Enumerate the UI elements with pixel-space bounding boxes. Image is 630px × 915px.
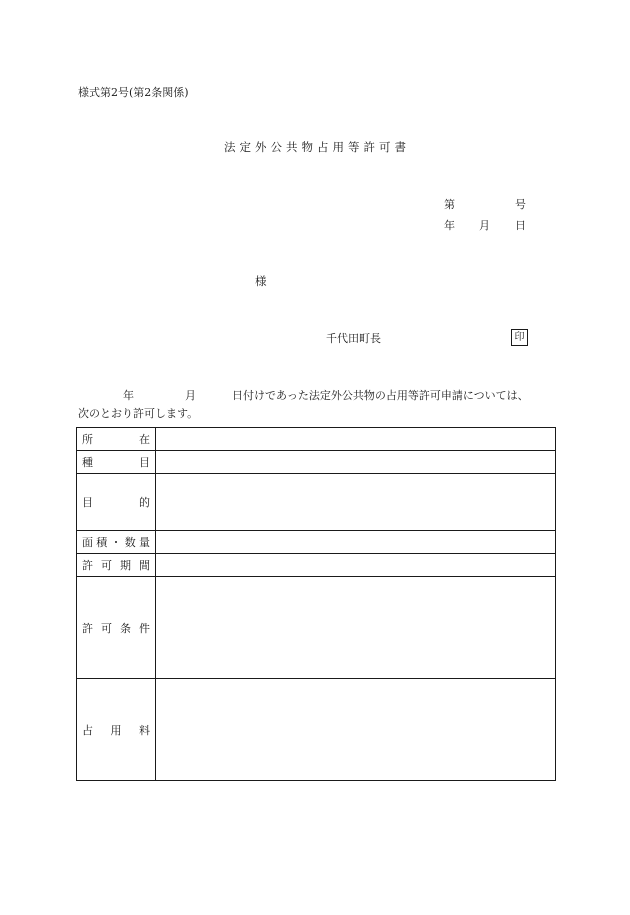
issuer-title: 千代田町長: [326, 332, 381, 345]
label-char: 条: [120, 621, 131, 635]
date-month-label: 月: [479, 219, 490, 232]
body-text-line2: 次のとおり許可します。: [78, 407, 199, 420]
row-label: [77, 679, 156, 781]
label-char: 件: [139, 621, 150, 635]
form-number: 様式第2号(第2条関係): [78, 86, 189, 99]
label-char: 在: [139, 433, 150, 446]
permit-details-table: [76, 427, 556, 781]
label-char: 目: [139, 456, 150, 469]
body-year-label: 年: [123, 389, 134, 402]
label-char: 料: [139, 723, 150, 737]
label-char: 許: [82, 559, 93, 572]
label-char: 期: [120, 559, 131, 572]
label-char: 用: [110, 723, 122, 737]
label-char: 間: [139, 559, 150, 572]
table-row-permit-conditions: [77, 577, 556, 679]
date-day-label: 日: [515, 219, 526, 232]
label-char: 的: [139, 496, 150, 509]
body-month-label: 月: [185, 389, 196, 402]
occupancy-fee-value[interactable]: [156, 679, 556, 781]
row-label: [77, 428, 156, 451]
label-char: 量: [139, 536, 150, 549]
date-year-label: 年: [444, 219, 455, 232]
permit-period-value[interactable]: [156, 554, 556, 577]
location-value[interactable]: [156, 428, 556, 451]
row-label: [77, 531, 156, 554]
table-row-location: [77, 428, 556, 451]
label-char: ・: [110, 536, 122, 549]
seal-mark: 印: [511, 329, 528, 346]
area-quantity-value[interactable]: [156, 531, 556, 554]
table-row-permit-period: [77, 554, 556, 577]
label-char: 可: [101, 621, 112, 635]
document-number-prefix: 第: [444, 198, 455, 211]
table-row-occupancy-fee: [77, 679, 556, 781]
recipient-honorific: 様: [255, 274, 267, 288]
label-char: 占: [82, 723, 93, 737]
purpose-value[interactable]: [156, 474, 556, 531]
body-text-line1: 日付けであった法定外公共物の占用等許可申請については、: [232, 389, 529, 402]
table-row-category: [77, 451, 556, 474]
label-char: 目: [82, 496, 93, 509]
label-char: 数: [124, 536, 136, 549]
label-char: 積: [96, 536, 108, 549]
row-label: [77, 474, 156, 531]
label-char: 可: [101, 559, 112, 572]
label-char: 種: [82, 456, 93, 469]
category-value[interactable]: [156, 451, 556, 474]
label-char: 所: [82, 433, 93, 446]
document-title: 法定外公共物占用等許可書: [224, 140, 410, 154]
document-number-suffix: 号: [515, 198, 526, 211]
row-label: [77, 577, 156, 679]
table-row-area-quantity: [77, 531, 556, 554]
row-label: [77, 451, 156, 474]
table-row-purpose: [77, 474, 556, 531]
label-char: 面: [82, 536, 93, 549]
label-char: 許: [82, 621, 93, 635]
row-label: [77, 554, 156, 577]
permit-conditions-value[interactable]: [156, 577, 556, 679]
